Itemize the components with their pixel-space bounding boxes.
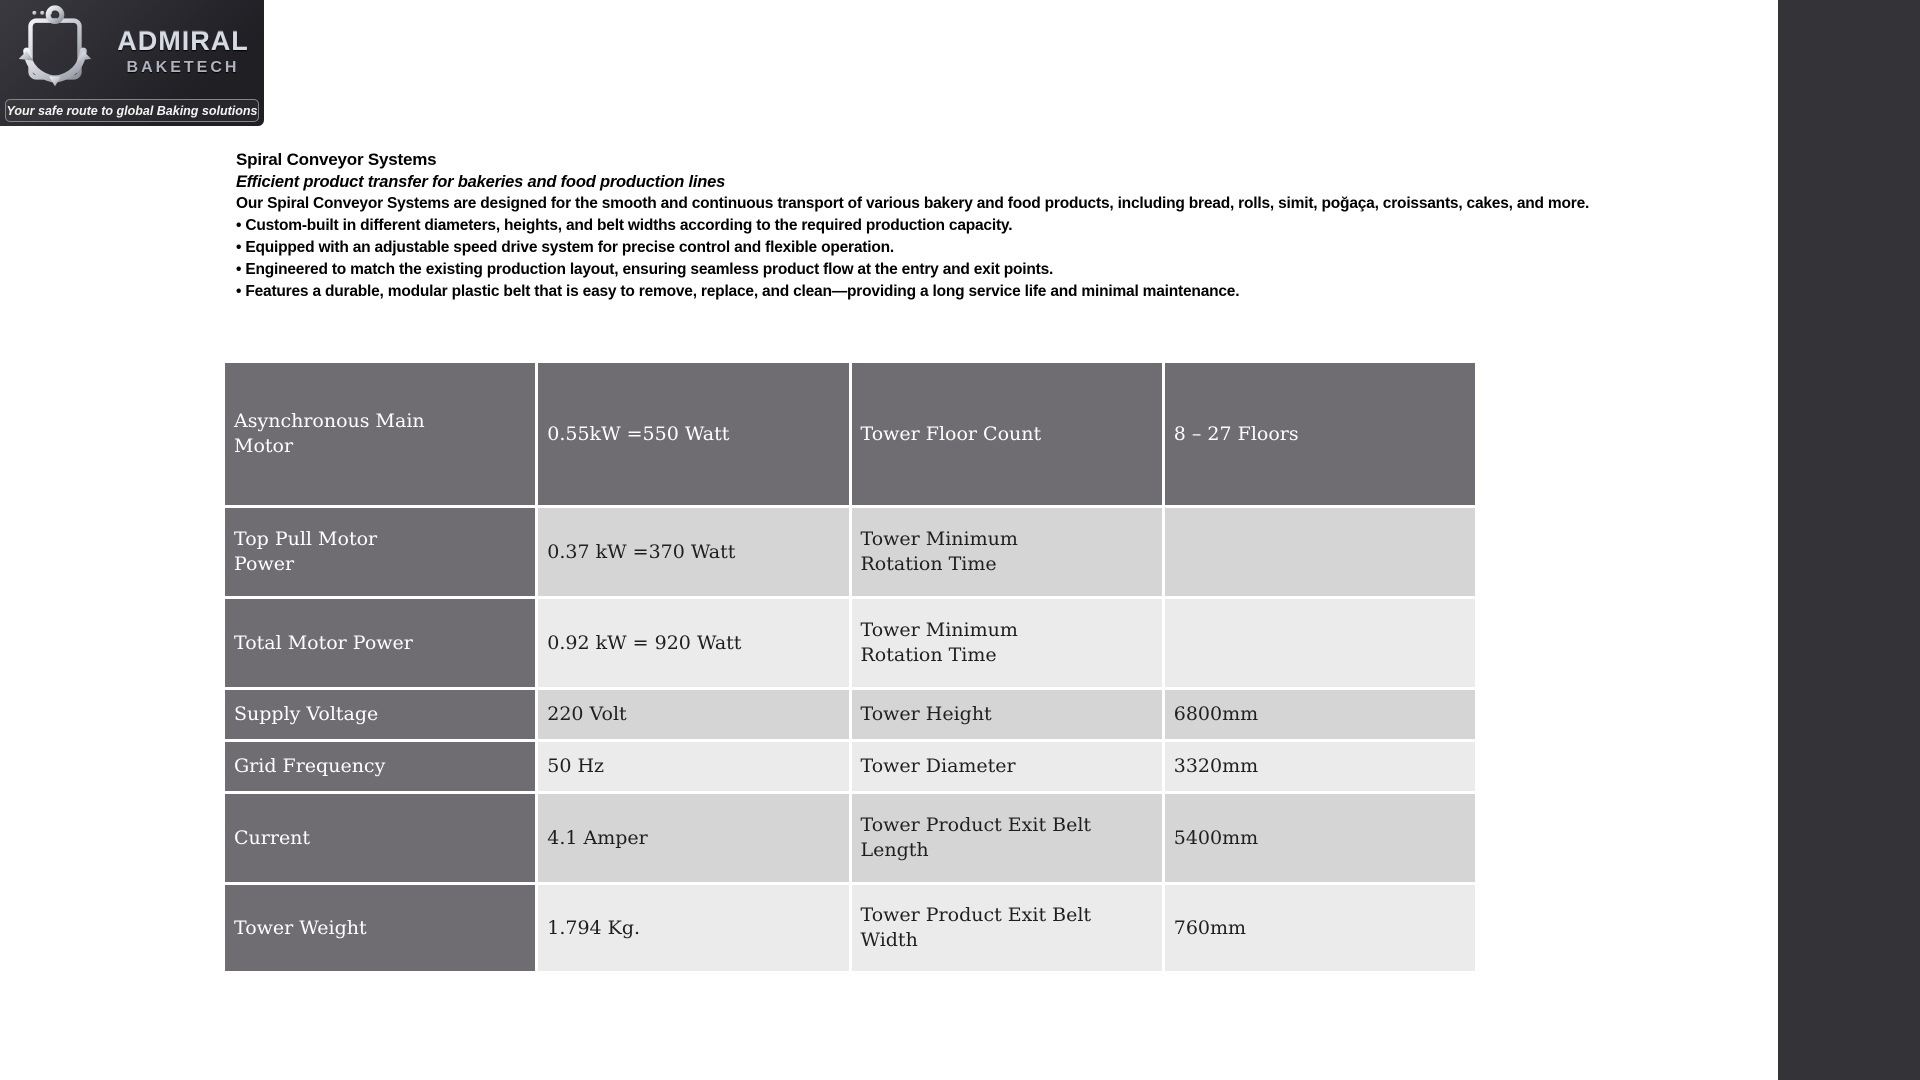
- intro-section: [236, 149, 1766, 303]
- feature-item: • Equipped with an adjustable speed drive system for precise control and flexible operation.: [236, 239, 894, 256]
- table-row: [225, 508, 1475, 596]
- spec-label-cell: Supply Voltage: [225, 690, 535, 739]
- table-row: [225, 690, 1475, 739]
- spec-value-cell: 5400mm: [1165, 794, 1475, 882]
- feature-item: • Custom-built in different diameters, heights, and belt widths according to the required production capacity.: [236, 217, 1013, 234]
- spec-value-cell: 220 Volt: [538, 690, 848, 739]
- spec-value-cell: 760mm: [1165, 885, 1475, 971]
- spec-value-cell: 1.794 Kg.: [538, 885, 848, 971]
- spec-table: [222, 360, 1478, 974]
- brand-text-block: [108, 26, 258, 77]
- intro-description: Our Spiral Conveyor Systems are designed for the smooth and continuous transport of various bakery and food products, including bread, rolls, simit, poğaça, croissants, cakes, and more.: [236, 195, 1590, 212]
- spec-value-cell: 0.92 kW = 920 Watt: [538, 599, 848, 687]
- spec-value-cell: 50 Hz: [538, 742, 848, 791]
- spec-label-cell: Tower Product Exit Belt Width: [852, 885, 1162, 971]
- page-title: Spiral Conveyor Systems: [236, 150, 437, 169]
- table-row: [225, 599, 1475, 687]
- spec-value-cell: [1165, 599, 1475, 687]
- spec-label-cell: Tower Floor Count: [852, 363, 1162, 505]
- spec-value-cell: 6800mm: [1165, 690, 1475, 739]
- spec-value-cell: [1165, 508, 1475, 596]
- spec-value-cell: 0.37 kW =370 Watt: [538, 508, 848, 596]
- brand-subname: BAKETECH: [126, 59, 240, 76]
- spec-label-cell: Asynchronous Main Motor: [225, 363, 535, 505]
- table-row: [225, 794, 1475, 882]
- spec-label-cell: Grid Frequency: [225, 742, 535, 791]
- spec-value-cell: 8 – 27 Floors: [1165, 363, 1475, 505]
- page-subtitle: Efficient product transfer for bakeries and food production lines: [236, 173, 726, 191]
- spec-label-cell: Total Motor Power: [225, 599, 535, 687]
- table-row: [225, 742, 1475, 791]
- right-dark-panel: [1778, 0, 1920, 1080]
- spec-label-cell: Tower Height: [852, 690, 1162, 739]
- spec-value-cell: 4.1 Amper: [538, 794, 848, 882]
- spec-label-cell: Current: [225, 794, 535, 882]
- feature-item: • Engineered to match the existing production layout, ensuring seamless product flow at the entry and exit points.: [236, 261, 1054, 278]
- brand-tagline: Your safe route to global Baking solutions: [5, 99, 259, 122]
- spec-label-cell: Top Pull Motor Power: [225, 508, 535, 596]
- spec-value-cell: 0.55kW =550 Watt: [538, 363, 848, 505]
- spec-label-cell: Tower Minimum Rotation Time: [852, 599, 1162, 687]
- spec-label-cell: Tower Diameter: [852, 742, 1162, 791]
- brand-name: ADMIRAL: [117, 26, 249, 56]
- table-row: [225, 885, 1475, 971]
- spec-label-cell: Tower Weight: [225, 885, 535, 971]
- anchor-icon: [6, 2, 104, 100]
- brand-logo: [0, 0, 264, 126]
- spec-value-cell: 3320mm: [1165, 742, 1475, 791]
- table-row: [225, 363, 1475, 505]
- spec-label-cell: Tower Minimum Rotation Time: [852, 508, 1162, 596]
- feature-list: [236, 215, 1766, 303]
- feature-item: • Features a durable, modular plastic belt that is easy to remove, replace, and clean—providing a long service life and minimal maintenance.: [236, 283, 1240, 300]
- spec-label-cell: Tower Product Exit Belt Length: [852, 794, 1162, 882]
